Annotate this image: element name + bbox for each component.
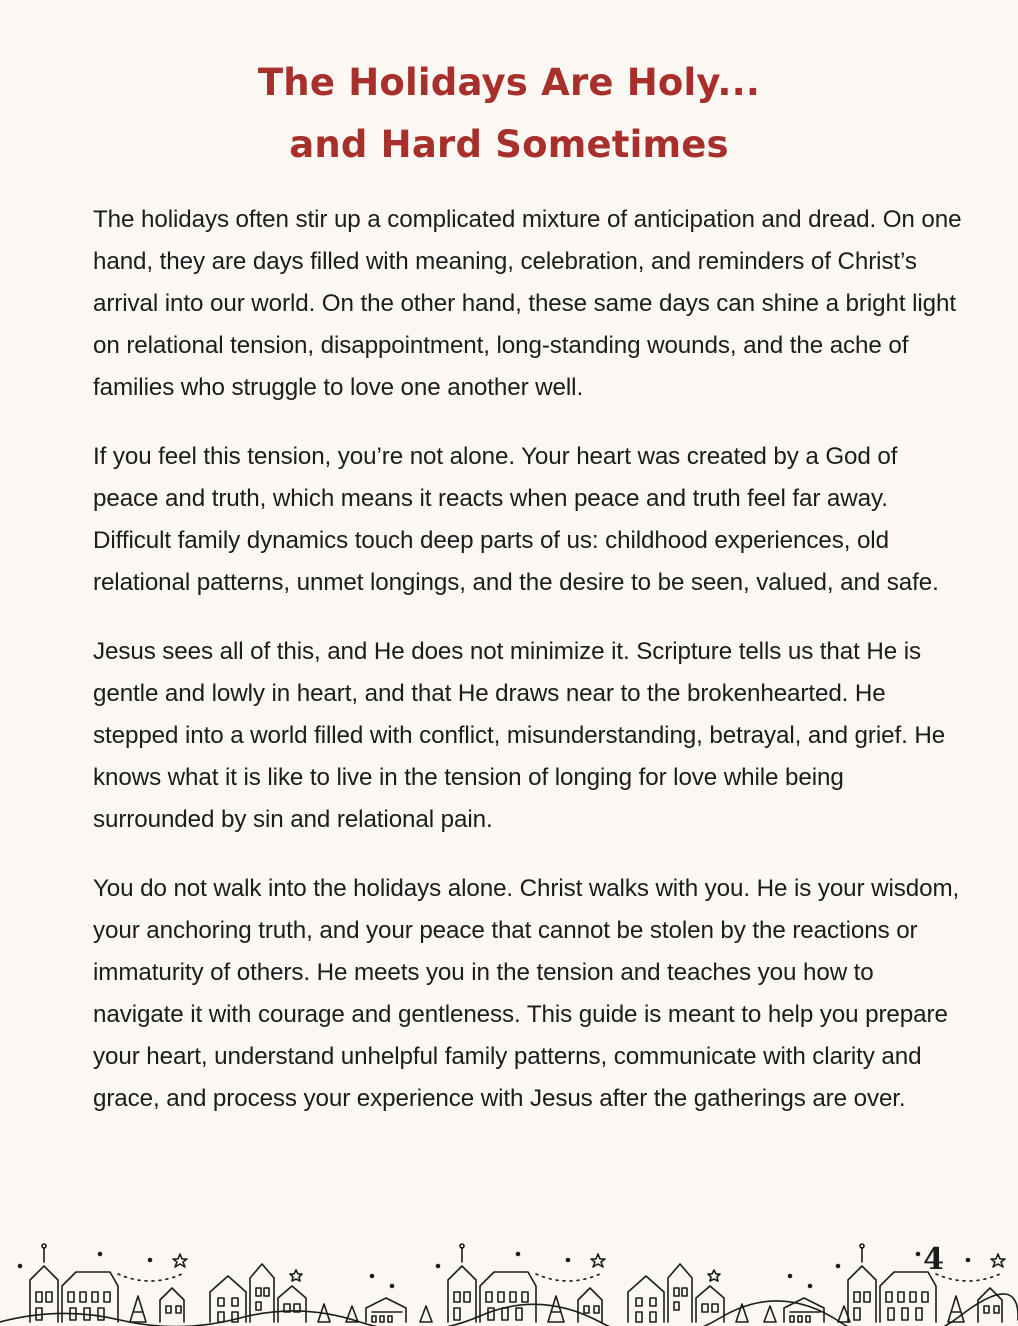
title-line-1: The Holidays Are Holy... (257, 61, 761, 104)
paragraph-4: You do not walk into the holidays alone. Christ walks with you. He is your wisdom, your anchoring truth, and your peace that cannot be stolen by the reactions or immaturity of others. He meets you in the tension and teaches you how to navigate it with courage and gentleness. This guide is meant to help you prepare your heart, understand unhelpful family patterns, communicate with clarity and grace, and process your experience with Jesus after the gatherings are over. (93, 875, 960, 1112)
paragraph-2: If you feel this tension, you’re not alone. Your heart was created by a God of peace and truth, which means it reacts when peace and truth feel far away. Difficult family dynamics touch deep parts of us: childhood experiences, old relational patterns, unmet longings, and the desire to be seen, valued, and safe. (93, 443, 939, 596)
paragraph-1: The holidays often stir up a complicated mixture of anticipation and dread. On one hand, they are days filled with meaning, celebration, and reminders of Christ’s arrival into our world. On the other hand, these same days can shine a bright light on relational tension, disappointment, long-standing wounds, and the ache of families who struggle to love one another well. (93, 206, 962, 401)
village-pattern (0, 1244, 1018, 1326)
body-text (93, 199, 963, 1147)
paragraph-3: Jesus sees all of this, and He does not minimize it. Scripture tells us that He is gentle and lowly in heart, and that He draws near to the brokenhearted. He stepped into a world filled with conflict, misunderstanding, betrayal, and grief. He knows what it is like to live in the tension of longing for love while being surrounded by sin and relational pain. (93, 638, 946, 833)
title-line-2: and Hard Sometimes (289, 123, 729, 166)
village-border-illustration (0, 1236, 1018, 1326)
page-title (0, 52, 1018, 176)
page-number: 4 (923, 1242, 944, 1277)
